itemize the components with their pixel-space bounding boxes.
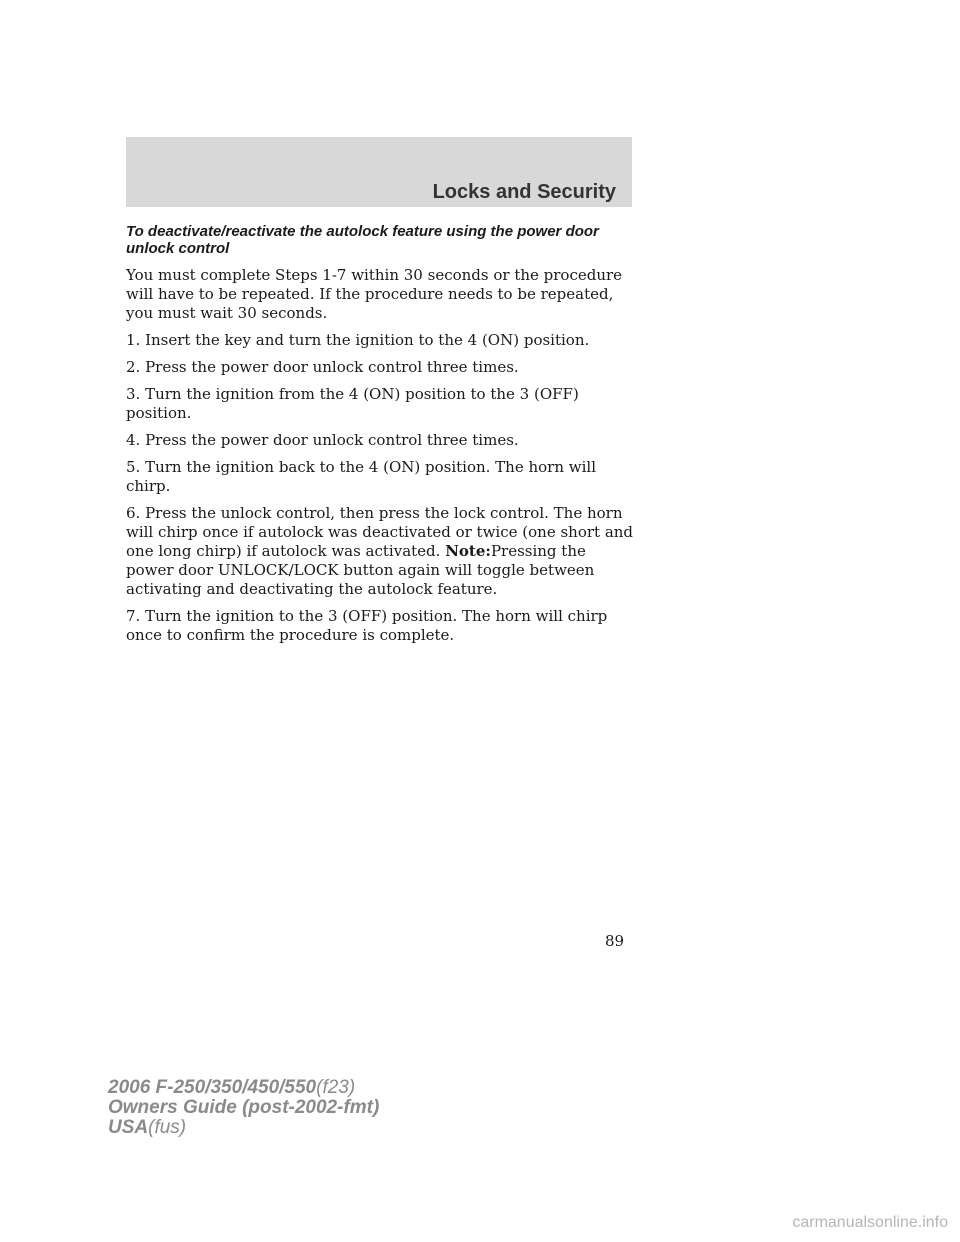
step-4: 4. Press the power door unlock control three times. — [126, 431, 519, 449]
subheading: To deactivate/reactivate the autolock feature using the power door unlock control — [126, 223, 599, 257]
footer-model: 2006 F-250/350/450/550 — [108, 1077, 317, 1098]
footer-region: USA — [108, 1117, 149, 1138]
footer-guide: Owners Guide (post-2002-fmt) — [108, 1097, 380, 1118]
page-number: 89 — [605, 932, 625, 950]
watermark: carmanualsonline.info — [792, 1214, 948, 1231]
note-text: Pressing the power door UNLOCK/LOCK button again will toggle between activating and deactivating the autolock feature. — [126, 542, 595, 598]
footer-line-2 — [108, 1098, 379, 1118]
footer-line-1 — [108, 1078, 379, 1098]
footer-region-code: (fus) — [148, 1117, 187, 1138]
main-content — [126, 223, 636, 653]
step-5: 5. Turn the ignition back to the 4 (ON) position. The horn will chirp. — [126, 458, 597, 495]
document-footer — [108, 1078, 379, 1138]
step-2: 2. Press the power door unlock control three times. — [126, 358, 519, 376]
note-label: Note: — [445, 542, 491, 560]
section-header-band — [126, 137, 632, 207]
footer-model-code: (f23) — [316, 1077, 356, 1098]
step-1: 1. Insert the key and turn the ignition to the 4 (ON) position. — [126, 331, 590, 349]
step-6 — [126, 504, 636, 599]
step-6-text: 6. Press the unlock control, then press the lock control. The horn will chirp once if autolock was deactivated or twice (one short and one long chirp) if autolock was activated. — [126, 504, 634, 560]
intro-paragraph: You must complete Steps 1-7 within 30 seconds or the procedure will have to be repeated. If the procedure needs to be repeated, you must wait 30 seconds. — [126, 266, 623, 322]
section-title: Locks and Security — [432, 181, 616, 203]
step-3: 3. Turn the ignition from the 4 (ON) position to the 3 (OFF) position. — [126, 385, 579, 422]
footer-line-3 — [108, 1118, 379, 1138]
step-7: 7. Turn the ignition to the 3 (OFF) position. The horn will chirp once to confirm the procedure is complete. — [126, 607, 608, 644]
